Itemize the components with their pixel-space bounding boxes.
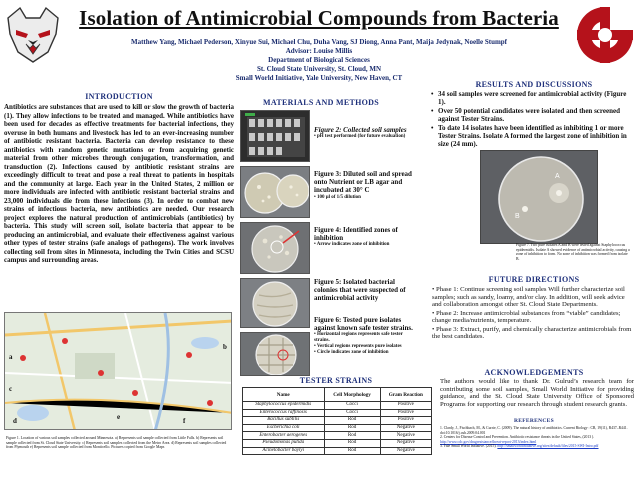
strain-name: Acinetobacter baylyi — [243, 447, 325, 455]
reference-2 — [440, 435, 634, 444]
agar-plates-photo — [240, 166, 310, 218]
wolf-logo-icon — [2, 4, 64, 66]
column-header-gram: Gram Reaction — [380, 388, 431, 402]
tester-strains-heading: TESTER STRAINS — [299, 376, 373, 385]
reference-2-text: 2. Centers for Disease Control and Prevention. Antibiotic resistance threats in the United States, (2013 ). — [440, 435, 595, 440]
table-row — [243, 447, 432, 455]
table-row — [243, 409, 432, 417]
isolated-colonies-photo — [240, 278, 310, 328]
strain-morphology: Rod — [324, 417, 380, 425]
department-line: Department of Biological Sciences — [268, 56, 370, 64]
authors-line: Matthew Yang, Michael Pederson, Xinyue Sui, Michael Chu, Duha Vang, SJ Diong, Anna Pant, Maija Jedynak, Noelle Stumpf — [130, 38, 508, 46]
strain-morphology: Cocci — [324, 409, 380, 417]
future-phase-1: • Phase 1: Continue screening soil samples Will further characterize soil samples; such as sandy, loamy, and/or clay. In addition, will seek advice and collaboration amongst other St. Cloud State Departments. — [432, 286, 625, 309]
table-row — [243, 424, 432, 432]
figure-4-bullet: • Arrow indicates zone of inhibition — [314, 242, 390, 248]
strain-name: Staphylococcus epidermidis — [243, 402, 325, 410]
reference-3-link[interactable]: http://smallworldinitiative.org/sites/default/files/2015-SWI-Intro.pdf — [497, 444, 599, 449]
references-heading: REFERENCES — [514, 418, 554, 424]
table-row — [243, 432, 432, 440]
figure-4-title: Figure 4: Identified zones of inhibition — [314, 226, 398, 243]
strain-gram: Positive — [380, 417, 431, 425]
figure-6-bullet-3: • Circle indicates zone of inhibition — [314, 350, 389, 356]
table-row — [243, 439, 432, 447]
strain-gram: Negative — [380, 439, 431, 447]
future-directions-text — [432, 286, 632, 341]
strain-gram: Negative — [380, 424, 431, 432]
soil-samples-photo — [240, 110, 310, 162]
strain-name: Enterobacter aerogenes — [243, 432, 325, 440]
introduction-heading: INTRODUCTION — [85, 92, 153, 101]
strain-gram: Negative — [380, 432, 431, 440]
map-label-e: e — [117, 413, 121, 421]
results-item-1: • 34 soil samples were screened for antimicrobial activity (Figure 1). — [430, 90, 632, 106]
inhibition-zone-photo — [240, 222, 310, 274]
future-directions-heading: FUTURE DIRECTIONS — [488, 275, 580, 284]
future-phase-2: • Phase 2: Increase antimicrobial substances from “viable” candidates; change media/nutrients, temperature. — [432, 309, 621, 325]
figure-5-title: Figure 5: Isolated bacterial colonies that were suspected of antimicrobial activity — [314, 278, 406, 303]
strain-morphology: Rod — [324, 439, 380, 447]
isolate-label-a: A — [555, 173, 560, 180]
references-list — [440, 426, 634, 449]
tester-strains-table — [242, 387, 432, 455]
figure-4-caption — [314, 226, 414, 248]
figure-2-caption — [314, 126, 414, 140]
strain-name: Enterococcus raffinosis — [243, 409, 325, 417]
figure-3-title: Figure 3: Diluted soil and spread onto Nutrient or LB agar and incubated at 30° C — [314, 170, 412, 195]
figure-2-title: Figure 2: Collected soil samples — [314, 126, 407, 134]
results-heading: RESULTS AND DISCUSSIONS — [475, 80, 593, 89]
tester-strains-plate-photo — [240, 332, 310, 376]
reference-3-text: 3. Yale Small World Initiative. (2015). — [440, 444, 497, 449]
acknowledgements-heading: ACKNOWLEDGEMENTS — [484, 368, 584, 377]
figure-6-title: Figure 6: Tested pure isolates against known safe tester strains. — [314, 316, 413, 333]
strain-morphology: Cocci — [324, 402, 380, 410]
isolate-plate-photo — [480, 150, 598, 244]
advisor-line: Advisor: Louise Millis — [285, 47, 353, 55]
minnesota-map-figure — [4, 312, 232, 430]
figure-3-bullet: • 100 μl of 1/5 dilution — [314, 194, 361, 200]
isolate-label-b: B — [515, 213, 520, 220]
strain-morphology: Rod — [324, 447, 380, 455]
strain-name: Pseudomonas putida — [243, 439, 325, 447]
university-logo-icon — [574, 4, 636, 66]
figure-6-caption — [314, 316, 414, 356]
strain-name: Escherichia coli — [243, 424, 325, 432]
figure-3-caption — [314, 170, 414, 201]
map-label-d: d — [13, 417, 17, 425]
figure-5-caption — [314, 278, 414, 303]
methods-heading: MATERIALS AND METHODS — [263, 98, 379, 107]
future-phase-3: • Phase 3: Extract, purify, and chemically characterize antimicrobials from the best candidates. — [432, 325, 632, 341]
results-item-3: • To date 14 isolates have been identified as inhibiting 1 or more Tester Strains. Isolate A formed the largest zone of inhibition in size (24 mm). — [430, 124, 632, 148]
results-item-2: • Over 50 potential candidates were isolated and then screened against Tester Strains. — [430, 107, 632, 123]
strain-gram: Positive — [380, 409, 431, 417]
reference-1: 1. Clardy, J., Fischbach, M., & Currie, C. (2009). The natural history of antibiotics. Current Biology : CB, 19(11), R437–R441. doi:10.1016/j.cub.2009.04.001 — [440, 426, 628, 435]
figure-6-bullet-2: • Vertical regions represents pure isolates — [314, 344, 402, 350]
map-caption: Figure 1. Location of various soil samples collected around Minnesota. a) Represents soil sample collected from Little Falls. b) Represents soil sample collected from St. Cloud State University. c) Represents soil samples collected from the Metro Area. d) Represents soil samples collected from Plymouth e) Represents soil sample collected from Monticello. Pictures copied from Google Maps — [6, 436, 227, 450]
poster-title: Isolation of Antimicrobial Compounds from Bacteria — [79, 6, 559, 30]
acknowledgements-text: The authors would like to thank Dr. Gulrud’s research team for contributing some soil samples, Small World Initiative for providing guidance, and the St. Cloud State University Office of Sponsored Programs for supporting our research through student research grants. — [440, 378, 634, 409]
map-label-b: b — [223, 343, 227, 351]
figure-2-bullet: • pH test performed (for future evaluation) — [314, 134, 406, 140]
strain-gram: Positive — [380, 402, 431, 410]
university-line: St. Cloud State University, St. Cloud, MN — [256, 65, 382, 73]
map-label-f: f — [183, 417, 186, 425]
results-list — [430, 90, 632, 149]
map-label-c: c — [9, 385, 13, 393]
strain-gram: Negative — [380, 447, 431, 455]
strain-name: Bacillus subtilis — [243, 417, 325, 425]
map-label-a: a — [9, 353, 13, 361]
column-header-morphology: Cell Morphology — [324, 388, 380, 402]
figure-6-bullet-1: • Horizontal regions represents safe tester strains. — [314, 332, 403, 344]
table-row — [243, 402, 432, 410]
author-block — [66, 38, 572, 83]
table-header-row — [243, 388, 432, 402]
strain-morphology: Rod — [324, 432, 380, 440]
reference-2-link[interactable]: http://www.cdc.gov/drugresistance/threat-report-2013/index.html — [440, 439, 537, 444]
figure-7-caption: Figure 7. Two pure isolates A and B were tested against Staphylococcus epidermidis. Isolate A showed evidence of antimicrobial activity, causing a zone of inhibition to form. No zone of inhibition was formed from isolate B. — [516, 243, 630, 261]
introduction-text: Antibiotics are substances that are used to kill or slow the growth of bacteria (1). They allow infections to be treated and managed. While antibiotics have been used for decades as effective treatments for bacterial infections, they overuse in both humans and livestock has led to an ever-increasing number of antibiotic resistant bacteria. Bacteria can develop resistance to these antibiotics with random genetic mutations or from acquiring genetic material from other microbes through conjugation, transformation, and transduction (2). Infections caused by antibiotic resistant strains are exceedingly difficult to treat and pose a real threat to patients in hospitals and the community at large. Each year in the United States, 2 million or more individuals are infected with antibiotic resistant bacterial strains and 23,000 individuals die from these infections (3). In order to combat new strains of infectious bacteria, new antibiotics are needed. Our research project explores the natural production of antimicrobials (antibiotics) by bacteria. This study will screen soil, isolate bacteria that appear to be producing an antimicrobial, and evaluate their effectiveness against various other types of tester strains (safe analogs of pathogens). The work involves collecting soil from sites in Minnesota, including the Twin Cities and SCSU campus and surrounding areas. — [4, 103, 234, 264]
column-header-name: Name — [243, 388, 325, 402]
table-row — [243, 417, 432, 425]
reference-3 — [440, 444, 634, 449]
strain-morphology: Rod — [324, 424, 380, 432]
initiative-line: Small World Initiative, Yale University, New Haven, CT — [235, 74, 403, 82]
introduction-section — [4, 92, 234, 265]
